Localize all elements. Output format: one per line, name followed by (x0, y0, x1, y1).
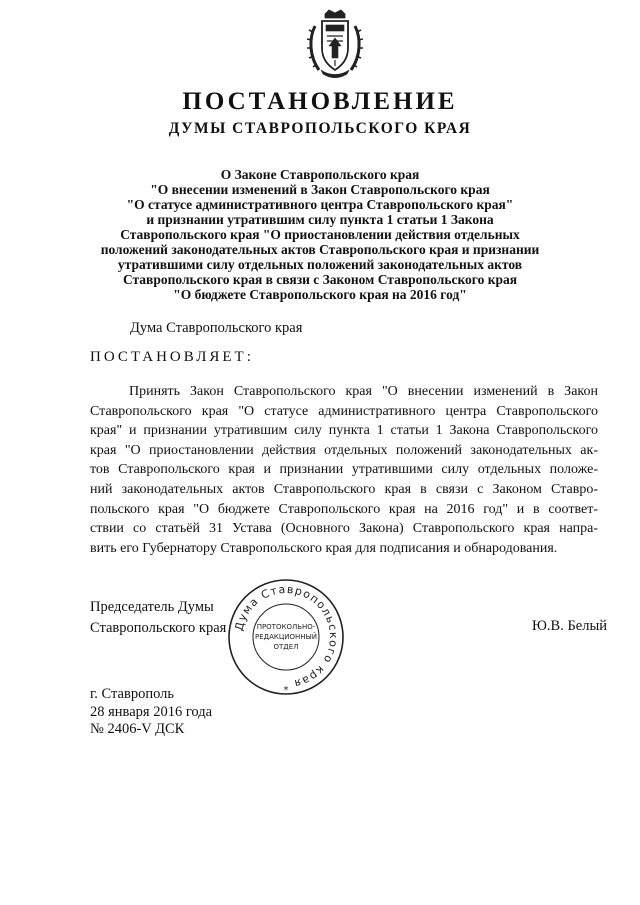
stamp-center-line: ПРОТОКОЛЬНО- (256, 623, 316, 631)
signer-name: Ю.В. Белый (532, 618, 607, 634)
document-title: ПОСТАНОВЛЕНИЕ (182, 88, 458, 115)
body-line: ний законодательных актов Ставропольского края в связи с Законом Ставро- (90, 481, 598, 497)
heading-line: "О статусе административного центра Ставропольского края" (126, 197, 514, 212)
heading-line: "О бюджете Ставропольского края на 2016 год" (173, 287, 467, 302)
document-subtitle: ДУМЫ СТАВРОПОЛЬСКОГО КРАЯ (168, 120, 472, 137)
heading-line: и признании утратившим силу пункта 1 статьи 1 Закона (146, 212, 494, 227)
body-line: тов Ставропольского края и признании утратившими силу отдельных положе- (90, 462, 598, 478)
body-line: Принять Закон Ставропольского края "О внесении изменений в Закон (129, 384, 598, 399)
heading-line: положений законодательных актов Ставропольского края и признании (100, 242, 540, 257)
law-heading (60, 167, 580, 302)
official-stamp (226, 577, 346, 697)
stamp-center-line: ОТДЕЛ (273, 643, 299, 651)
preamble-text: Дума Ставропольского края (130, 320, 303, 336)
document-number: № 2406-V ДСК (90, 721, 185, 737)
heading-line: Ставропольского края в связи с Законом Ставропольского края (122, 272, 518, 287)
body-line: края "О приостановлении действия отдельных положений законодательных ак- (90, 442, 598, 458)
heading-line: "О внесении изменений в Закон Ставропольского края (150, 182, 490, 197)
decree-word: ПОСТАНОВЛЯЕТ: (90, 349, 254, 365)
body-line: края" и признании утратившим силу пункта 1 статьи 1 Закона Ставропольского (90, 423, 598, 439)
body-line: Ставропольского края "О статусе административного центра Ставропольского (90, 403, 598, 419)
city: г. Ставрополь (90, 686, 175, 702)
body-line: польского края "О бюджете Ставропольского края на 2016 год" и в соответ- (90, 501, 598, 517)
place-date-number (90, 686, 212, 739)
heading-line: О Законе Ставропольского края (220, 167, 420, 182)
body-line: ствии со статьёй 31 Устава (Основного Закона) Ставропольского края напра- (90, 521, 598, 537)
stamp-star: * (283, 685, 289, 696)
position-line: Ставропольского края (90, 620, 227, 636)
coat-of-arms-emblem (305, 8, 365, 80)
stamp-ring-text: Дума Ставропольского края (232, 582, 341, 691)
signature-position (90, 597, 226, 639)
body-line: вить его Губернатору Ставропольского края для подписания и обнародования. (90, 540, 558, 556)
heading-line: Ставропольского края "О приостановлении действия отдельных (120, 227, 520, 242)
date: 28 января 2016 года (90, 703, 213, 720)
position-line: Председатель Думы (90, 599, 214, 615)
heading-line: утратившими силу отдельных положений законодательных актов (117, 257, 523, 272)
decree-body (90, 382, 598, 558)
stamp-center-line: РЕДАКЦИОННЫЙ (255, 633, 317, 641)
